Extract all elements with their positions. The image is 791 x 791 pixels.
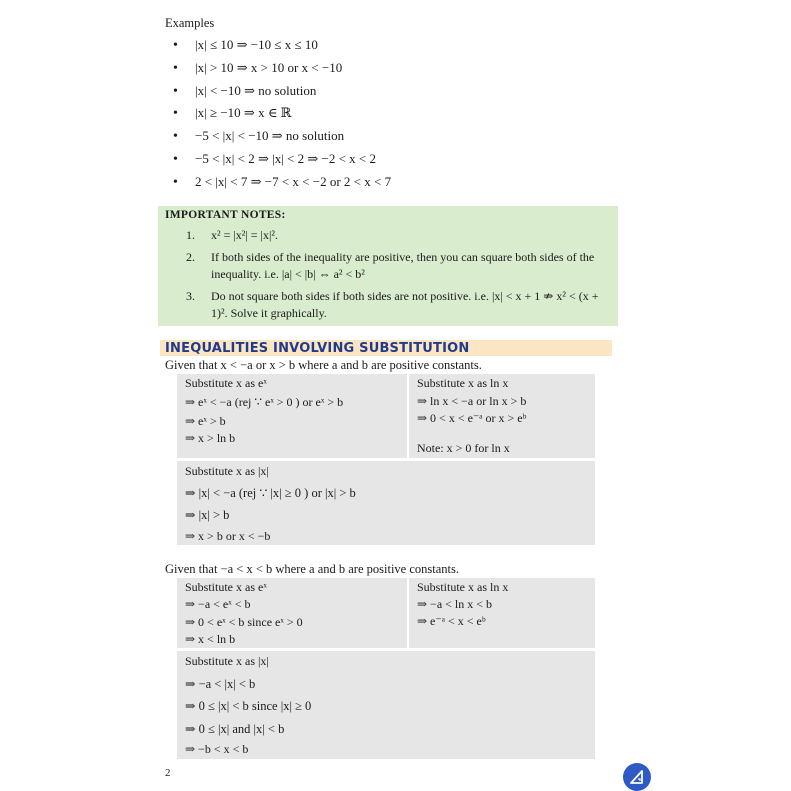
notes-title: IMPORTANT NOTES: <box>165 209 286 221</box>
given-statement-2: Given that −a < x < b where a and b are positive constants. <box>165 562 459 576</box>
section-heading <box>160 340 612 356</box>
important-notes-box <box>158 206 618 326</box>
note-item: 1. x² = |x²| = |x|². <box>186 228 278 242</box>
list-item: • |x| ≥ −10 ⇒ x ∈ ℝ <box>165 102 391 125</box>
table2-ln-box: Substitute x as ln x ⇒ −a < ln x < b ⇒ e⁻ᵃ < x < eᵇ <box>409 578 595 648</box>
given-statement-1: Given that x < −a or x > b where a and b are positive constants. <box>165 358 482 372</box>
page-number: 2 <box>165 767 171 779</box>
note-text: If both sides of the inequality are positive, then you can square both sides of the inequality. i.e. |a| < |b| ⇔ a² < b² <box>211 250 595 281</box>
note-text: Do not square both sides if both sides are not positive. i.e. |x| < x + 1 ⇏ x² < (x + 1)². Solve it graphically. <box>211 289 599 320</box>
list-item: • |x| ≤ 10 ⇒ −10 ≤ x ≤ 10 <box>165 34 391 57</box>
examples-list <box>165 34 391 194</box>
examples-title: Examples <box>165 16 215 30</box>
table1-exp-box: Substitute x as eˣ ⇒ eˣ < −a (rej ∵ eˣ > 0 ) or eˣ > b ⇒ eˣ > b ⇒ x > ln b <box>177 374 407 458</box>
section-heading-text: INEQUALITIES INVOLVING SUBSTITUTION <box>165 341 470 356</box>
list-item: • |x| < −10 ⇒ no solution <box>165 80 391 103</box>
note-item: 3. Do not square both sides if both sides are not positive. i.e. |x| < x + 1 ⇏ x² < (x + 1)². Solve it graphically. <box>186 289 599 320</box>
list-item: • 2 < |x| < 7 ⇒ −7 < x < −2 or 2 < x < 7 <box>165 171 391 194</box>
note-item: 2. If both sides of the inequality are positive, then you can square both sides of the inequality. i.e. |a| < |b| ⇔ a² < b² <box>186 250 595 281</box>
list-item: • |x| > 10 ⇒ x > 10 or x < −10 <box>165 57 391 80</box>
table1-abs-box: Substitute x as |x| ⇒ |x| < −a (rej ∵ |x| ≥ 0 ) or |x| > b ⇒ |x| > b ⇒ x > b or x < −b <box>177 461 595 545</box>
note-text: x² = |x²| = |x|². <box>211 228 278 242</box>
pencil-triangle-icon <box>623 763 651 791</box>
table1-ln-box: Substitute x as ln x ⇒ ln x < −a or ln x > b ⇒ 0 < x < e⁻ᵃ or x > eᵇ Note: x > 0 for ln x <box>409 374 595 458</box>
table2-exp-box: Substitute x as eˣ ⇒ −a < eˣ < b ⇒ 0 < eˣ < b since eˣ > 0 ⇒ x < ln b <box>177 578 407 648</box>
list-item: • −5 < |x| < 2 ⇒ |x| < 2 ⇒ −2 < x < 2 <box>165 148 391 171</box>
list-item: • −5 < |x| < −10 ⇒ no solution <box>165 125 391 148</box>
table2-abs-box: Substitute x as |x| ⇒ −a < |x| < b ⇒ 0 ≤ |x| < b since |x| ≥ 0 ⇒ 0 ≤ |x| and |x| < b ⇒ −b < x < b <box>177 651 595 759</box>
notes-list <box>186 227 611 327</box>
